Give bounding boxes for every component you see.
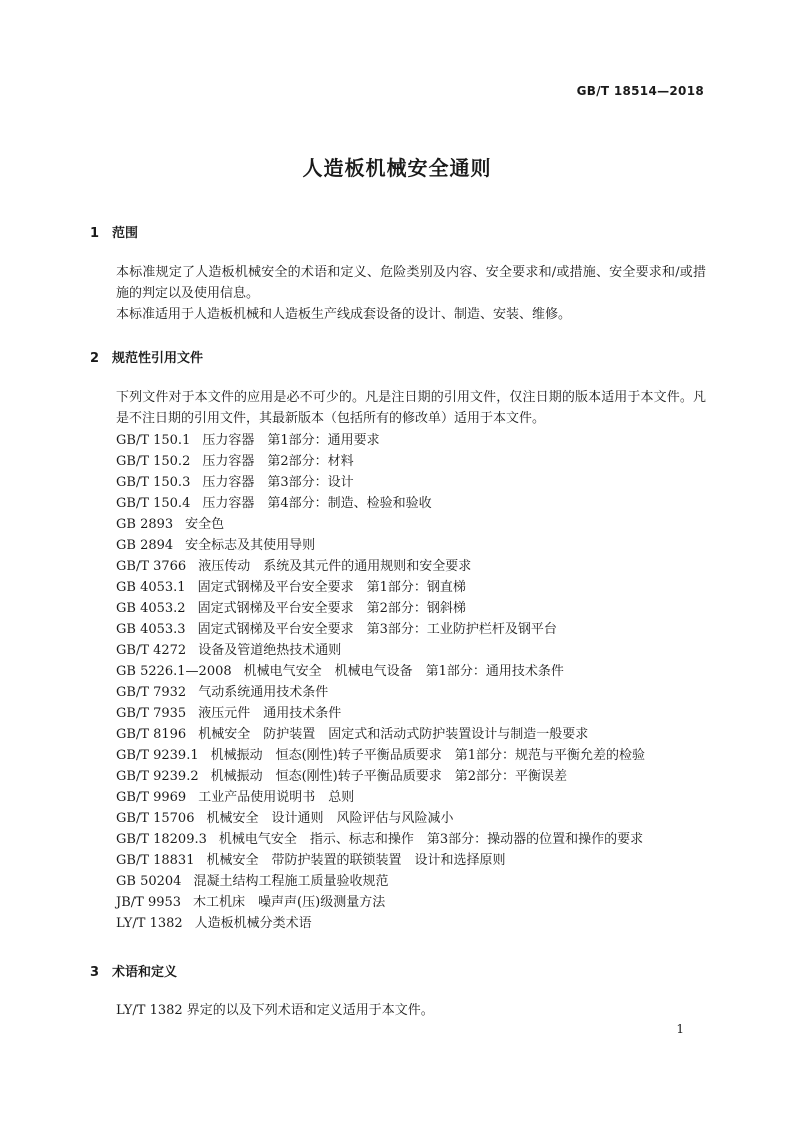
reference-item bbox=[116, 724, 645, 745]
reference-title: 气动系统通用技术条件 bbox=[198, 685, 329, 700]
reference-code: GB 2894 bbox=[116, 538, 174, 553]
section-number: 1 bbox=[90, 226, 100, 241]
reference-item bbox=[116, 787, 645, 808]
reference-title: 压力容器 第1部分：通用要求 bbox=[202, 433, 380, 448]
reference-code: GB/T 7932 bbox=[116, 685, 187, 700]
reference-title: 人造板机械分类术语 bbox=[194, 916, 312, 931]
section-number: 2 bbox=[90, 351, 100, 366]
reference-code: GB/T 150.4 bbox=[116, 496, 191, 511]
reference-code: GB 50204 bbox=[116, 874, 182, 889]
reference-item bbox=[116, 829, 645, 850]
reference-item bbox=[116, 430, 645, 451]
reference-title: 工业产品使用说明书 总则 bbox=[198, 790, 355, 805]
normative-reference-list bbox=[116, 430, 645, 934]
reference-item bbox=[116, 745, 645, 766]
reference-code: GB/T 150.1 bbox=[116, 433, 191, 448]
reference-title: 机械电气安全 指示、标志和操作 第3部分：操动器的位置和操作的要求 bbox=[218, 832, 644, 847]
reference-item bbox=[116, 535, 645, 556]
reference-code: GB/T 18209.3 bbox=[116, 832, 207, 847]
reference-title: 液压元件 通用技术条件 bbox=[198, 706, 342, 721]
reference-title: 木工机床 噪声声(压)级测量方法 bbox=[193, 895, 386, 910]
reference-code: GB/T 3766 bbox=[116, 559, 187, 574]
section-2-heading bbox=[90, 347, 203, 366]
reference-item bbox=[116, 577, 645, 598]
reference-code: LY/T 1382 bbox=[116, 916, 183, 931]
reference-item bbox=[116, 682, 645, 703]
reference-code: GB 5226.1—2008 bbox=[116, 664, 232, 679]
reference-code: GB 4053.3 bbox=[116, 622, 186, 637]
reference-title: 固定式钢梯及平台安全要求 第1部分：钢直梯 bbox=[197, 580, 466, 595]
reference-title: 机械安全 带防护装置的联锁装置 设计和选择原则 bbox=[206, 853, 506, 868]
reference-item bbox=[116, 598, 645, 619]
section-2-intro bbox=[90, 387, 706, 429]
reference-title: 安全色 bbox=[185, 517, 225, 532]
reference-item bbox=[116, 913, 645, 934]
reference-item bbox=[116, 514, 645, 535]
section-1-paragraph-1 bbox=[90, 262, 706, 304]
page-number: 1 bbox=[676, 1022, 684, 1036]
reference-title: 压力容器 第4部分：制造、检验和验收 bbox=[202, 496, 432, 511]
reference-item bbox=[116, 661, 645, 682]
reference-code: GB/T 150.3 bbox=[116, 475, 191, 490]
paragraph-text: 下列文件对于本文件的应用是必不可少的。凡是注日期的引用文件，仅注日期的版本适用于本文件。凡是不注日期的引用文件，其最新版本（包括所有的修改单）适用于本文件。 bbox=[116, 390, 706, 426]
reference-code: GB 4053.1 bbox=[116, 580, 186, 595]
paragraph-text: 本标准适用于人造板机械和人造板生产线成套设备的设计、制造、安装、维修。 bbox=[116, 307, 572, 322]
section-3-paragraph-1 bbox=[90, 1000, 706, 1021]
section-1-heading bbox=[90, 222, 138, 241]
reference-item bbox=[116, 472, 645, 493]
section-title: 规范性引用文件 bbox=[112, 351, 204, 366]
reference-code: GB/T 15706 bbox=[116, 811, 195, 826]
reference-item bbox=[116, 451, 645, 472]
section-title: 范围 bbox=[112, 226, 139, 241]
reference-title: 机械安全 设计通则 风险评估与风险减小 bbox=[206, 811, 454, 826]
reference-code: GB/T 9969 bbox=[116, 790, 187, 805]
reference-item bbox=[116, 850, 645, 871]
reference-item bbox=[116, 493, 645, 514]
reference-title: 压力容器 第3部分：设计 bbox=[202, 475, 354, 490]
reference-code: GB/T 9239.2 bbox=[116, 769, 199, 784]
reference-item bbox=[116, 892, 645, 913]
document-title: 人造板机械安全通则 bbox=[302, 156, 492, 180]
section-number: 3 bbox=[90, 965, 100, 980]
reference-item bbox=[116, 871, 645, 892]
reference-item bbox=[116, 640, 645, 661]
section-title: 术语和定义 bbox=[112, 965, 178, 980]
reference-code: GB/T 9239.1 bbox=[116, 748, 199, 763]
paragraph-text: LY/T 1382 界定的以及下列术语和定义适用于本文件。 bbox=[116, 1003, 434, 1018]
reference-title: 固定式钢梯及平台安全要求 第3部分：工业防护栏杆及钢平台 bbox=[197, 622, 557, 637]
reference-item bbox=[116, 619, 645, 640]
reference-title: 安全标志及其使用导则 bbox=[185, 538, 316, 553]
section-3-heading bbox=[90, 961, 177, 980]
reference-title: 机械安全 防护装置 固定式和活动式防护装置设计与制造一般要求 bbox=[198, 727, 589, 742]
reference-code: GB 4053.2 bbox=[116, 601, 186, 616]
reference-code: GB/T 7935 bbox=[116, 706, 187, 721]
reference-item bbox=[116, 766, 645, 787]
reference-title: 机械电气安全 机械电气设备 第1部分：通用技术条件 bbox=[243, 664, 564, 679]
reference-item bbox=[116, 703, 645, 724]
reference-title: 压力容器 第2部分：材料 bbox=[202, 454, 354, 469]
reference-title: 混凝土结构工程施工质量验收规范 bbox=[193, 874, 389, 889]
paragraph-text: 本标准规定了人造板机械安全的术语和定义、危险类别及内容、安全要求和/或措施、安全要求和/或措施的判定以及使用信息。 bbox=[116, 265, 706, 301]
reference-code: GB/T 4272 bbox=[116, 643, 187, 658]
reference-code: GB 2893 bbox=[116, 517, 174, 532]
reference-title: 设备及管道绝热技术通则 bbox=[198, 643, 342, 658]
reference-code: GB/T 150.2 bbox=[116, 454, 191, 469]
reference-title: 机械振动 恒态(刚性)转子平衡品质要求 第1部分：规范与平衡允差的检验 bbox=[210, 748, 646, 763]
reference-item bbox=[116, 556, 645, 577]
reference-title: 液压传动 系统及其元件的通用规则和安全要求 bbox=[198, 559, 472, 574]
reference-code: GB/T 8196 bbox=[116, 727, 187, 742]
reference-code: JB/T 9953 bbox=[116, 895, 182, 910]
reference-title: 固定式钢梯及平台安全要求 第2部分：钢斜梯 bbox=[197, 601, 466, 616]
section-1-paragraph-2 bbox=[90, 304, 706, 325]
reference-code: GB/T 18831 bbox=[116, 853, 195, 868]
standard-code: GB/T 18514—2018 bbox=[576, 84, 704, 98]
reference-item bbox=[116, 808, 645, 829]
reference-title: 机械振动 恒态(刚性)转子平衡品质要求 第2部分：平衡误差 bbox=[210, 769, 568, 784]
